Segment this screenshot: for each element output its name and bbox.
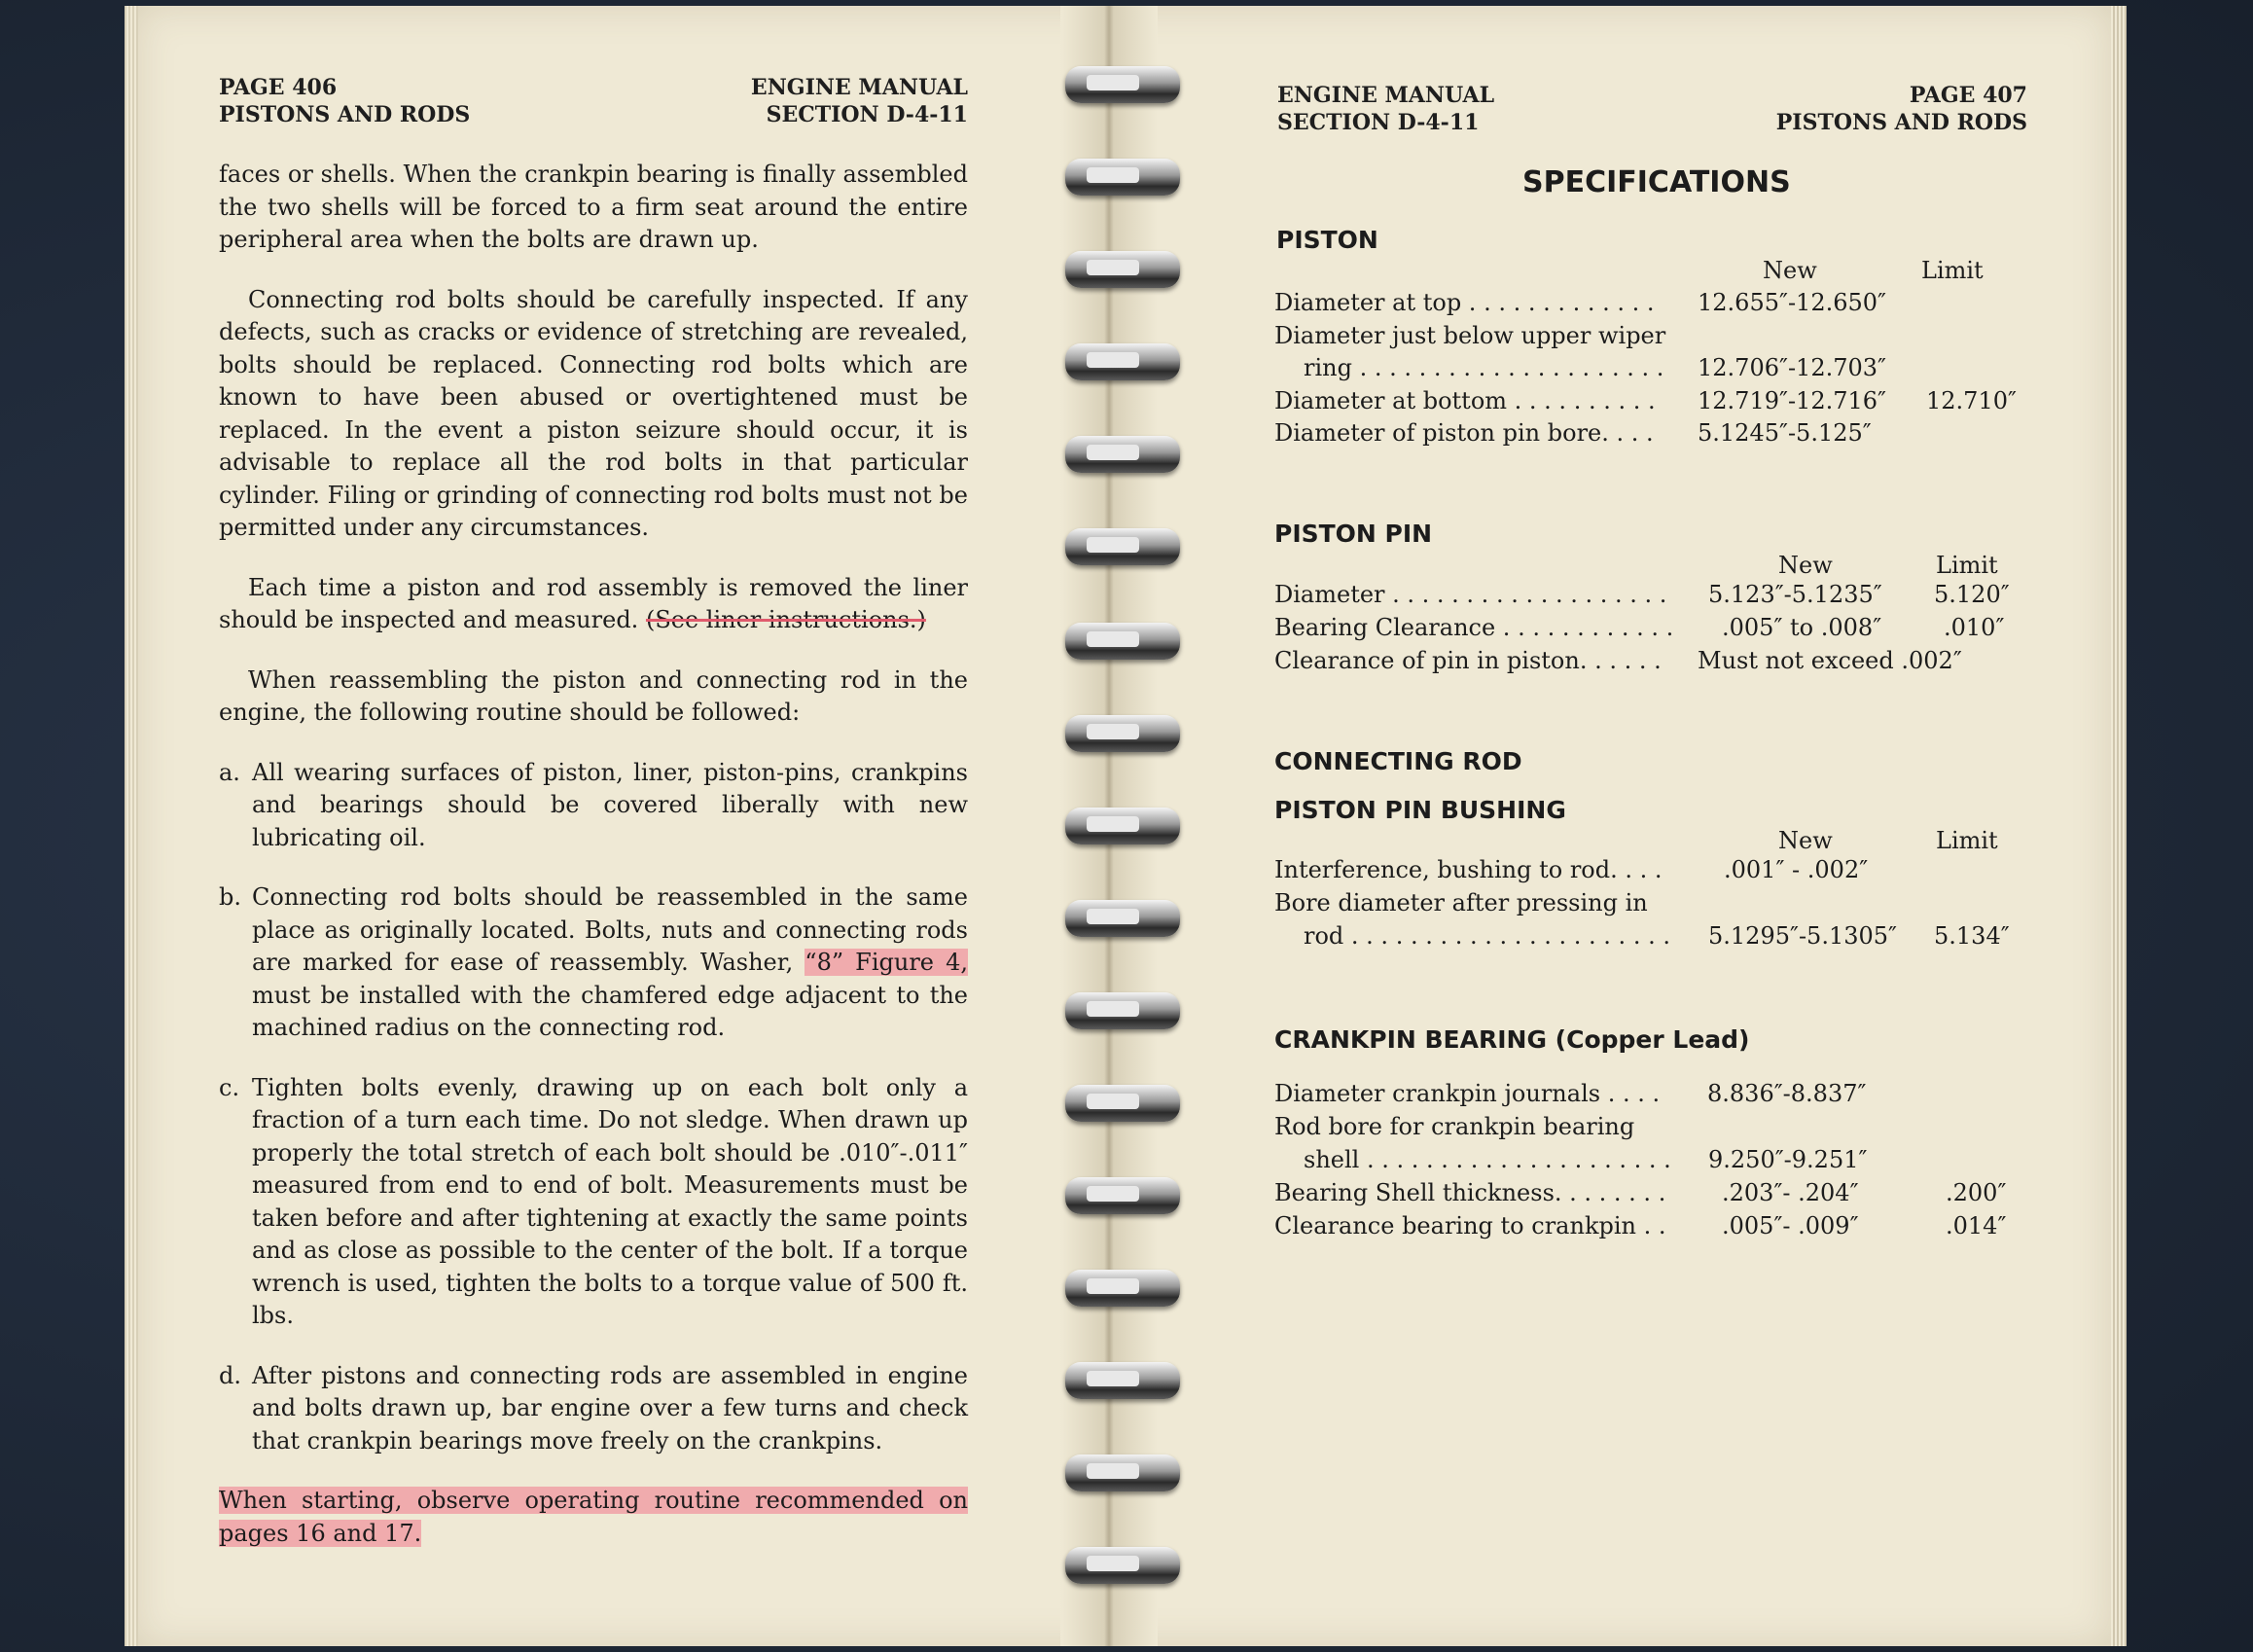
left-body [219,159,968,1577]
bushing-col-limit: Limit [1936,827,1998,854]
specifications-title: SPECIFICATIONS [1522,165,1791,199]
piston-pin-heading: PISTON PIN [1274,520,1433,548]
piston-pin-col-limit: Limit [1936,552,1998,579]
spec-label: Bore diameter after pressing in [1274,889,1648,916]
spec-limit: 12.710″ [1926,387,2017,414]
spec-row [1274,856,2082,889]
list-text: After pistons and connecting rods are assembled in engine and bolts drawn up, bar engine over a few turns and check that crankpin bearings move freely on the crankpins. [252,1361,968,1454]
piston-col-new: New [1763,257,1817,284]
spec-limit: 5.120″ [1934,581,2010,608]
list-marker: a. [219,758,240,786]
spec-new: 9.250″-9.251″ [1708,1146,1868,1173]
paragraph: When reassembling the piston and connecting rod in the engine, the following routine should be followed: [219,665,968,726]
spec-label: rod . . . . . . . . . . . . . . . . . . . . . . [1304,922,1670,950]
binding-ring [1065,1454,1180,1491]
spec-label: ring . . . . . . . . . . . . . . . . . . . . . [1304,354,1664,381]
spec-new: .203″- .204″ [1722,1179,1859,1206]
spec-row [1274,289,2082,322]
binding-ring [1065,436,1180,473]
right-manual-name: ENGINE MANUAL [1277,83,1495,108]
list-item [219,881,968,1045]
binding-ring [1065,1085,1180,1122]
binding-ring [1065,66,1180,103]
spec-new: 5.123″-5.1235″ [1708,581,1882,608]
list-text: Connecting rod bolts should be reassembled in the same place as originally located. Bolts, nuts and connecting rods are marked for ease of reassembly. Washer, [252,883,968,976]
spec-new: Must not exceed .002″ [1698,647,1962,674]
binding-ring [1065,1362,1180,1399]
spec-new: 12.655″-12.650″ [1698,289,1886,316]
piston-col-limit: Limit [1921,257,1984,284]
right-page [1109,6,2111,1646]
left-header-left [219,74,470,128]
spec-label: Diameter . . . . . . . . . . . . . . . . . . . [1274,581,1667,608]
spec-label: Diameter just below upper wiper [1274,322,1666,349]
spec-row [1274,922,2082,955]
spec-limit: .010″ [1944,614,2005,641]
highlighted-figure-reference: “8” Figure 4, [805,949,968,976]
list-text: must be installed with the chamfered edge adjacent to the machined radius on the connecting rod. [252,981,968,1041]
right-page-subject: PISTONS AND RODS [1775,110,2027,135]
right-page-number: PAGE 407 [1909,83,2027,108]
spec-label: Diameter at top . . . . . . . . . . . . . [1274,289,1655,316]
connecting-rod-heading: CONNECTING ROD [1274,747,1522,775]
right-header-left [1277,82,1494,136]
spec-label: Clearance bearing to crankpin . . [1274,1212,1666,1239]
list-text: Tighten bolts evenly, drawing up on each bolt only a fraction of a turn each time. Do not sledge. When drawn up properly the total stretch of each bolt should be .010″-.011″ measured from end to end of bolt. Measurements must be taken before and after tightening at exactly the same points and as close as possible to the center of the bolt. If a torque wrench is used, tighten the bolts to a torque value of 500 ft. lbs. [252,1073,968,1329]
spec-row [1274,647,2082,680]
list-item [219,1360,968,1458]
binding-ring [1065,715,1180,752]
spec-label: Diameter crankpin journals . . . . [1274,1080,1661,1107]
right-header-right [1722,82,2027,136]
left-header-right [725,74,968,128]
spec-label: Diameter of piston pin bore. . . . [1274,419,1654,447]
crankpin-bearing-heading: CRANKPIN BEARING (Copper Lead) [1274,1025,1750,1054]
binding-ring [1065,808,1180,844]
spec-limit: 5.134″ [1934,922,2010,950]
right-section: SECTION D-4-11 [1277,110,1480,135]
spec-row [1274,1080,2082,1113]
spec-new: 5.1245″-5.125″ [1698,419,1872,447]
binding-ring [1065,343,1180,380]
highlighted-closing: When starting, observe operating routine recommended on pages 16 and 17. [219,1487,968,1547]
spec-label: Bearing Shell thickness. . . . . . . . [1274,1179,1666,1206]
binding-ring [1065,528,1180,565]
list-item [219,1072,968,1333]
binding-ring [1065,159,1180,196]
spec-row [1274,614,2082,647]
binding-ring [1065,251,1180,288]
spec-new: 8.836″-8.837″ [1707,1080,1867,1107]
left-section: SECTION D-4-11 [766,102,968,127]
spec-new: .005″- .009″ [1722,1212,1859,1239]
piston-heading: PISTON [1276,226,1378,254]
binding-ring [1065,623,1180,660]
paragraph: faces or shells. When the crankpin bearing is finally assembled the two shells will be forced to a firm seat around the entire peripheral area when the bolts are drawn up. [219,161,968,253]
list-marker: c. [219,1073,240,1101]
binding-ring [1065,1270,1180,1307]
closing-note [219,1485,968,1550]
spec-label: Bearing Clearance . . . . . . . . . . . . [1274,614,1674,641]
spec-row [1274,322,2082,355]
struck-liner-reference: (See liner instructions.) [645,606,926,633]
binding-ring [1065,992,1180,1029]
piston-pin-bushing-heading: PISTON PIN BUSHING [1274,796,1566,824]
spec-label: Interference, bushing to rod. . . . [1274,856,1663,883]
spec-new: 12.719″-12.716″ [1698,387,1886,414]
spec-limit: .200″ [1946,1179,2007,1206]
spec-row [1274,387,2082,420]
spec-new: 5.1295″-5.1305″ [1708,922,1897,950]
left-manual-name: ENGINE MANUAL [750,75,968,100]
spec-label: Diameter at bottom . . . . . . . . . . [1274,387,1656,414]
spec-limit: .014″ [1946,1212,2007,1239]
piston-pin-col-new: New [1778,552,1833,579]
paragraph: Connecting rod bolts should be carefully inspected. If any defects, such as cracks or evidence of stretching are revealed, bolts should be replaced. Connecting rod bolts which are known to have been abused or overtightened must be replaced. In the event a piston seizure should occur, it is advisable to replace all the rod bolts in that particular cylinder. Filing or grinding of connecting rod bolts must not be permitted under any circumstances. [219,285,968,541]
spec-row [1274,419,2082,452]
spec-row [1274,581,2082,614]
spec-label: Rod bore for crankpin bearing [1274,1113,1635,1140]
spec-label: shell . . . . . . . . . . . . . . . . . . . . . [1304,1146,1671,1173]
spec-row [1274,1146,2082,1179]
bushing-col-new: New [1778,827,1833,854]
spec-row [1274,1113,2082,1146]
spec-row [1274,889,2082,922]
left-page-subject: PISTONS AND RODS [219,102,471,127]
list-marker: d. [219,1361,241,1389]
spec-new: .001″ - .002″ [1724,856,1869,883]
spec-new: .005″ to .008″ [1722,614,1882,641]
spec-row [1274,1179,2082,1212]
spec-new: 12.706″-12.703″ [1698,354,1886,381]
binding-ring [1065,1177,1180,1214]
spec-row [1274,354,2082,387]
list-item [219,757,968,855]
spec-row [1274,1212,2082,1245]
left-page-number: PAGE 406 [219,75,338,100]
spec-label: Clearance of pin in piston. . . . . . [1274,647,1662,674]
binding-ring [1065,1547,1180,1584]
list-text: All wearing surfaces of piston, liner, piston-pins, crankpins and bearings should be covered liberally with new lubricating oil. [252,758,968,851]
paragraph-text: Each time a piston and rod assembly is removed the liner should be inspected and measured. [219,573,968,633]
paragraph [219,572,968,637]
list-marker: b. [219,883,241,911]
binding-ring [1065,900,1180,937]
